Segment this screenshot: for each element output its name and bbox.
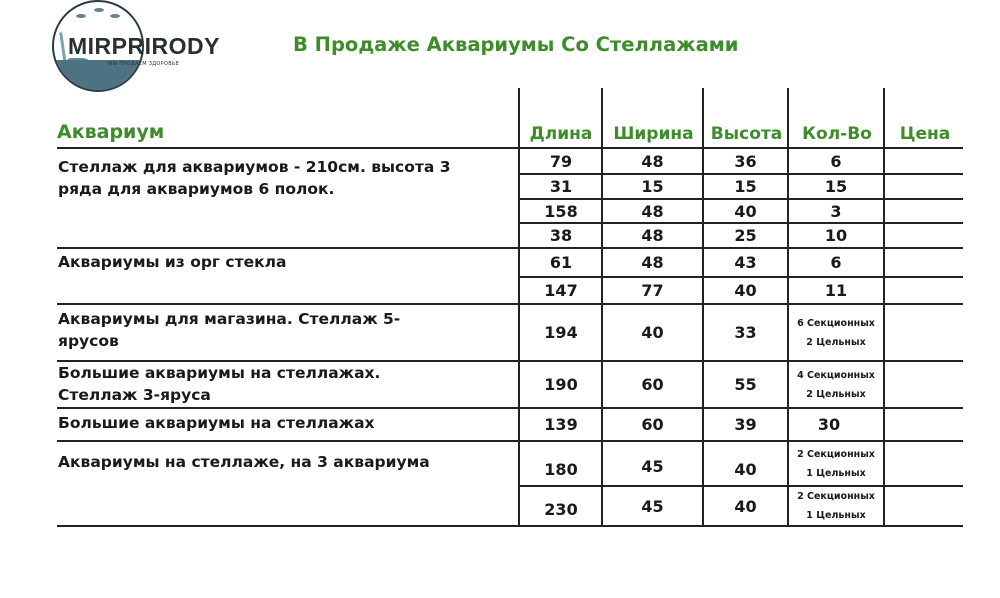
quantity-solid: 2 Цельных	[806, 388, 866, 400]
page-title: В Продаже Аквариумы Со Стеллажами	[293, 33, 739, 56]
cell-width: 60	[641, 375, 664, 394]
cell-length: 31	[549, 177, 573, 196]
column-header-width: Ширина	[613, 124, 694, 144]
cell-length: 194	[544, 323, 578, 342]
column-header-aquarium: Аквариум	[57, 121, 165, 143]
cell-height: 43	[734, 253, 757, 272]
cell-height: 55	[734, 375, 757, 394]
column-header-price: Цена	[899, 124, 951, 144]
cell-height: 40	[734, 201, 757, 221]
cell-length: 139	[544, 415, 578, 434]
column-header-length: Длина	[529, 124, 593, 144]
cell-width: 15	[641, 177, 664, 196]
cell-height: 36	[734, 151, 757, 171]
column-header-height: Высота	[710, 124, 783, 144]
cell-width: 45	[641, 496, 664, 516]
quantity-sectional: 2 Секционных	[797, 448, 875, 460]
cell-quantity: 11	[824, 281, 848, 300]
fish-icon	[110, 14, 120, 18]
cell-height: 40	[734, 459, 757, 479]
cell-quantity	[789, 305, 883, 360]
quantity-solid: 1 Цельных	[806, 510, 866, 521]
cell-quantity: 3	[830, 201, 842, 221]
grid-line	[57, 525, 963, 527]
quantity-sectional: 2 Секционных	[797, 491, 875, 502]
cell-length: 79	[549, 151, 573, 171]
cell-height: 25	[734, 226, 757, 245]
cell-length: 190	[544, 375, 578, 394]
product-description: Аквариумы из орг стекла	[58, 253, 287, 271]
product-description: Большие аквариумы на стеллажах. Стеллаж 3-яруса	[58, 364, 381, 404]
fish-icon	[94, 8, 104, 12]
cell-length: 61	[549, 253, 573, 272]
cell-quantity: 10	[824, 226, 848, 245]
cell-length: 180	[544, 459, 578, 479]
product-description: Аквариумы на стеллаже, на 3 аквариума	[58, 453, 430, 471]
cell-width: 60	[641, 415, 664, 434]
grid-line	[883, 88, 885, 526]
cell-length: 38	[549, 226, 573, 245]
cell-length: 147	[544, 281, 578, 300]
cell-quantity	[789, 362, 883, 407]
cell-height: 40	[734, 281, 757, 300]
cell-width: 45	[641, 456, 664, 476]
cell-width: 48	[641, 201, 664, 221]
cell-width: 40	[641, 323, 664, 342]
cell-height: 15	[734, 177, 757, 196]
cell-height: 33	[734, 323, 757, 342]
cell-quantity: 6	[830, 253, 842, 272]
product-description: Аквариумы для магазина. Стеллаж 5-ярусов	[58, 310, 401, 350]
product-description: Стеллаж для аквариумов - 210см. высота 3 ряда для аквариумов 6 полок.	[58, 158, 451, 198]
quantity-sectional: 4 Секционных	[797, 369, 875, 381]
product-description: Большие аквариумы на стеллажах	[58, 414, 375, 432]
quantity-solid: 2 Цельных	[806, 336, 866, 348]
cell-height: 40	[734, 496, 757, 516]
logo-text: MIRPRIRODY	[68, 33, 220, 59]
cell-width: 48	[641, 226, 664, 245]
cell-quantity	[789, 487, 883, 525]
cell-length: 230	[544, 499, 578, 519]
cell-width: 77	[641, 281, 664, 300]
logo-tagline: МЫ ПРОДАЕМ ЗДОРОВЬЕ	[108, 61, 180, 67]
fish-icon	[76, 14, 86, 18]
column-header-quantity: Кол-Во	[802, 124, 872, 144]
cell-quantity: 15	[824, 177, 848, 196]
quantity-sectional: 6 Секционных	[797, 317, 875, 329]
quantity-solid: 1 Цельных	[806, 467, 866, 479]
cell-quantity	[789, 442, 883, 485]
cell-width: 48	[641, 151, 664, 171]
cell-quantity: 6	[830, 151, 842, 171]
cell-width: 48	[641, 253, 664, 272]
cell-height: 39	[734, 415, 757, 434]
cell-length: 158	[544, 201, 578, 221]
cell-quantity: 30	[817, 415, 841, 434]
